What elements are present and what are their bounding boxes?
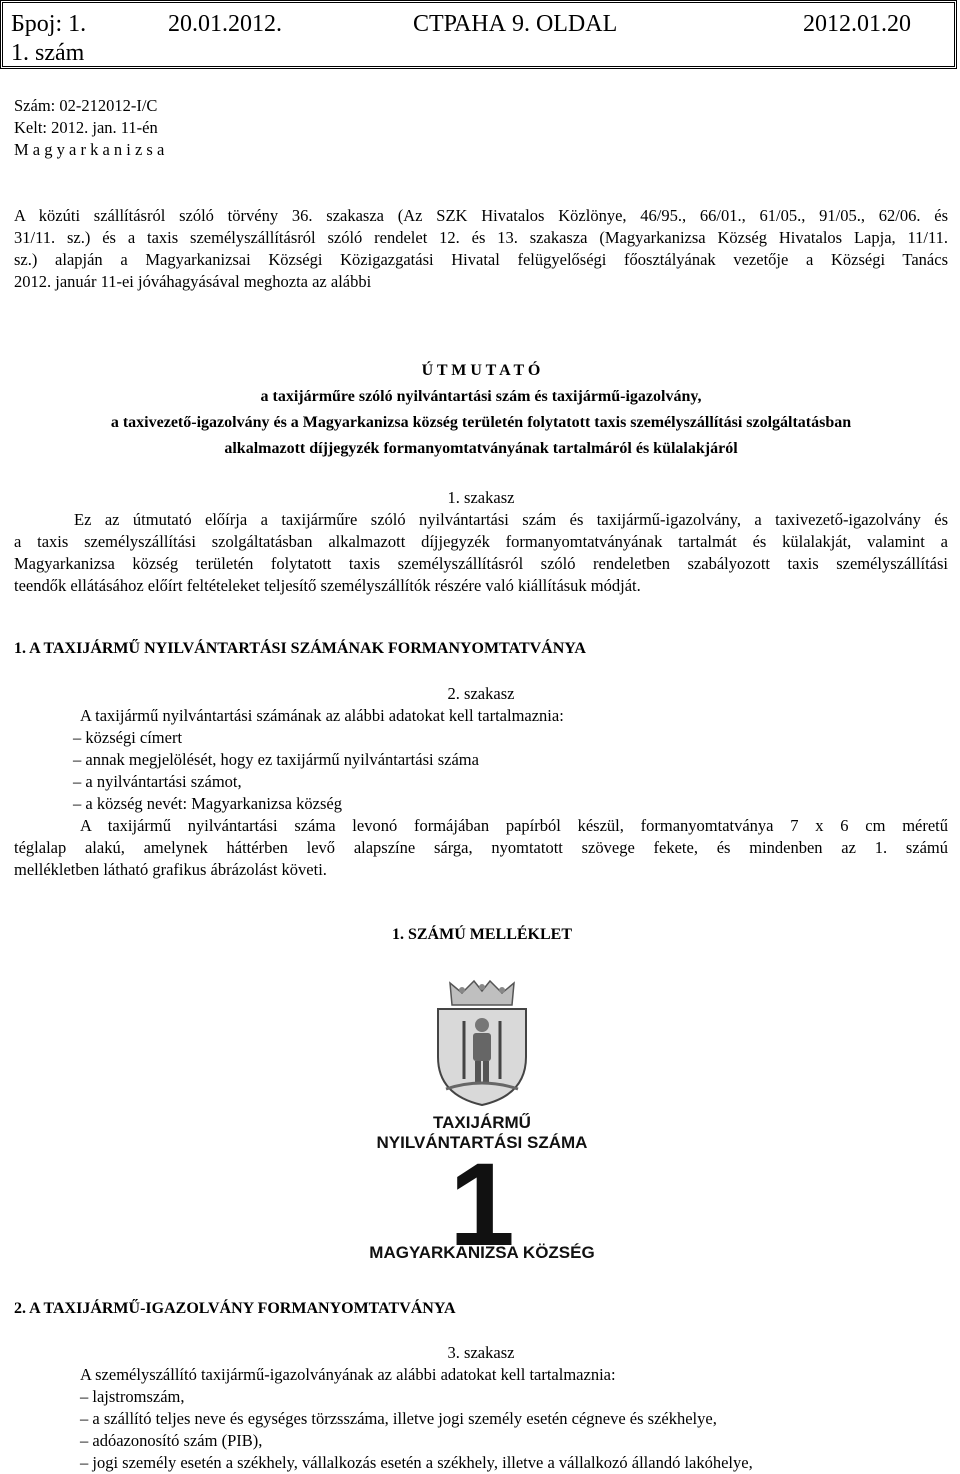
list-item: – a nyilvántartási számot,	[73, 772, 242, 791]
plate-title: TAXIJÁRMŰ	[433, 1113, 531, 1132]
title-line: a taxijárműre szóló nyilvántartási szám és taxijármű-igazolvány,	[260, 388, 702, 405]
title-heading: Ú T M U T A T Ó	[421, 362, 541, 379]
list-item: – annak megjelölését, hogy ez taxijármű nyilvántartási száma	[73, 750, 479, 769]
chapter-2-heading: 2. A TAXIJÁRMŰ-IGAZOLVÁNY FORMANYOMTATVÁNYA	[14, 1300, 456, 1317]
title-line: alkalmazott díjjegyzék formanyomtatványának tartalmáról és külalakjáról	[224, 440, 738, 457]
section-2-label: 2. szakasz	[447, 684, 515, 703]
list-item: – a község nevét: Magyarkanizsa község	[73, 794, 342, 813]
document-date: Kelt: 2012. jan. 11-én	[14, 118, 158, 137]
section-3-label: 3. szakasz	[447, 1343, 515, 1362]
header-date-rs: 20.01.2012.	[168, 11, 282, 37]
title-line: a taxivezető-igazolvány és a Magyarkanizsa község területén folytatott taxis személyszállítási szolgáltatásban	[110, 414, 852, 431]
coat-of-arms-icon	[422, 977, 542, 1109]
page-header	[0, 0, 957, 69]
list-item: – lajstromszám,	[80, 1387, 185, 1406]
document-number: Szám: 02-212012-I/C	[14, 96, 158, 115]
document-place: M a g y a r k a n i z s a	[14, 140, 165, 159]
plate-title: NYILVÁNTARTÁSI SZÁMA	[376, 1133, 588, 1152]
list-item: – a szállító teljes neve és egységes törzsszáma, illetve jogi személy esetén cégneve és székhelye,	[80, 1409, 717, 1428]
list-item: – községi címert	[73, 728, 183, 747]
header-page: СТРАНА 9. OLDAL	[413, 11, 618, 37]
list-item: – adóazonosító szám (PIB),	[80, 1431, 263, 1450]
plate-number: 1	[449, 1139, 515, 1271]
section-2-intro: A taxijármű nyilvántartási számának az alábbi adatokat kell tartalmaznia:	[80, 706, 564, 725]
annex-1-heading: 1. SZÁMÚ MELLÉKLET	[391, 926, 573, 943]
header-issue-hu: 1. szám	[11, 40, 85, 66]
section-2-paragraph: A taxijármű nyilvántartási száma levonó formájában papírból készül, formanyomtatványa 7 x 6 cm méretű téglalap alakú, amelynek háttérben levő alapszíne sárga, nyomtatott szövege fekete, és mindenben az 1. számú mellékletben látható grafikus ábrázolást követi.	[14, 816, 948, 879]
plate-municipality: MAGYARKANIZSA KÖZSÉG	[369, 1243, 595, 1262]
header-issue-rs: Број: 1.	[11, 11, 87, 37]
document-meta	[14, 95, 164, 161]
section-3-list	[80, 1386, 753, 1474]
list-item: – jogi személy esetén a székhely, vállalkozás esetén a székhely, illetve a vállalkozó állandó lakóhelye,	[80, 1453, 753, 1472]
section-1-label: 1. szakasz	[447, 488, 515, 507]
header-date-hu: 2012.01.20	[803, 11, 911, 37]
section-2-list	[73, 727, 479, 815]
document-title	[14, 358, 948, 462]
section-1-text: Ez az útmutató előírja a taxijárműre szóló nyilvántartási szám és taxijármű-igazolvány, a taxivezető-igazolvány és a taxis személyszállítási szolgáltatásban alkalmazott díjjegyzék formanyomtatványának tartalmát és külalakját, valamint a Magyarkanizsa község területén folytatott taxis személyszállításról szóló rendeletben szabályozott taxis személyszállítási teendők ellátásához előírt feltételeket teljesítő személyszállítók részére való kiállításuk módját.	[14, 510, 948, 595]
preamble: A közúti szállításról szóló törvény 36. szakasza (Az SZK Hivatalos Közlönye, 46/95., 66/01., 61/05., 91/05., 62/06. és 31/11. sz.) és a taxis személyszállításról szóló rendelet 12. és 13. szakasza (Magyarkanizsa Község Hivatalos Lapja, 11/11. sz.) alapján a Magyarkanizsai Községi Közigazgatási Hivatal felügyelőségi főosztályának vezetője a Községi Tanács 2012. január 11-ei jóváhagyásával meghozta az alábbi	[14, 206, 948, 291]
section-3-intro: A személyszállító taxijármű-igazolványának az alábbi adatokat kell tartalmaznia:	[80, 1365, 616, 1384]
taxi-registration-plate	[332, 975, 632, 1271]
chapter-1-heading: 1. A TAXIJÁRMŰ NYILVÁNTARTÁSI SZÁMÁNAK FORMANYOMTATVÁNYA	[14, 640, 586, 657]
